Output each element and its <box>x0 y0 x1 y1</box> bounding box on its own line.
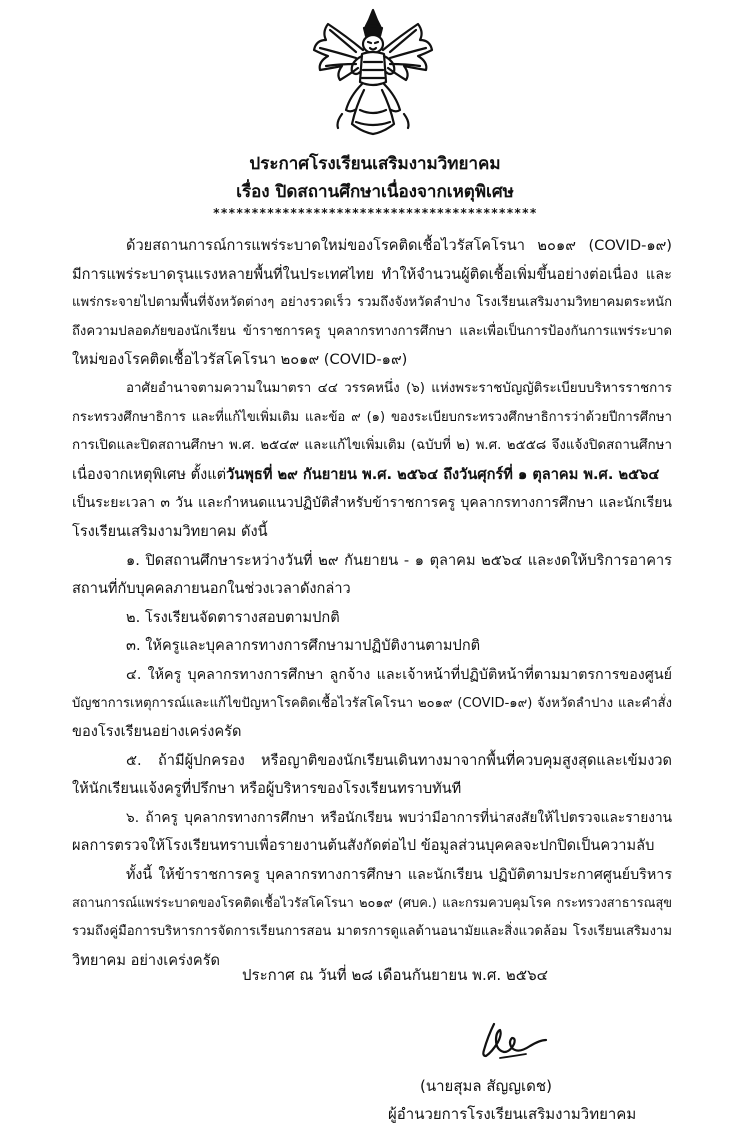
body-line-text: ๖. ถ้าครู บุคลากรทางการศึกษา หรือนักเรียน พบว่ามีอาการที่น่าสงสัยให้ไปตรวจและรายงาน <box>126 809 672 826</box>
garuda-emblem-icon <box>306 6 440 142</box>
body-line-text: แพร่กระจายไปตามพื้นที่จังหวัดต่างๆ อย่างรวดเร็ว รวมถึงจังหวัดลำปาง โรงเรียนเสริมงามวิทยาคมตระหนัก <box>72 295 672 311</box>
body-line-text: ของโรงเรียนอย่างเคร่งครัด <box>72 723 242 741</box>
body-line <box>72 604 672 633</box>
body-line-text: ๑. ปิดสถานศึกษาระหว่างวันที่ ๒๙ กันยายน - ๑ ตุลาคม ๒๕๖๔ และงดให้บริการอาคาร <box>126 551 672 569</box>
body-line-text: มีการแพร่ระบาดรุนแรงหลายพื้นที่ในประเทศไทย ทำให้จำนวนผู้ติดเชื้อเพิ่มขึ้นอย่างต่อเนื่อง และ <box>72 265 672 283</box>
body-line-text: ๔. ให้ครู บุคลากรทางการศึกษา ลูกจ้าง และเจ้าหน้าที่ปฏิบัติหน้าที่ตามมาตรการของศูนย์ <box>126 666 672 683</box>
body-line-text: ด้วยสถานการณ์การแพร่ระบาดใหม่ของโรคติดเชื้อไวรัสโคโรนา ๒๐๑๙ (COVID-๑๙) <box>126 237 672 254</box>
body-line <box>72 375 672 404</box>
body-line <box>72 404 672 433</box>
body-line <box>72 690 672 719</box>
body-line-text: สถานที่กับบุคคลภายนอกในช่วงเวลาดังกล่าว <box>72 580 351 598</box>
body-line-text: ถึงความปลอดภัยของนักเรียน ข้าราชการครู บุคลากรทางการศึกษา และเพื่อเป็นการป้องกันการแพร่ระบาด <box>72 323 672 339</box>
body-line-text: การเปิดและปิดสถานศึกษา พ.ศ. ๒๕๔๙ และแก้ไขเพิ่มเติม (ฉบับที่ ๒) พ.ศ. ๒๕๕๘ จึงแจ้งปิดสถานศึกษา <box>72 438 672 454</box>
signer-position: ผู้อำนวยการโรงเรียนเสริมงามวิทยาคม <box>388 1105 637 1123</box>
title-divider: ****************************************** <box>212 206 538 220</box>
handwritten-signature-icon <box>470 1016 550 1066</box>
document-title: ประกาศโรงเรียนเสริมงามวิทยาคม <box>249 154 501 174</box>
body-line-text: สถานการณ์แพร่ระบาดของโรคติดเชื้อไวรัสโคโรนา ๒๐๑๙ (ศบค.) และกรมควบคุมโรค กระทรวงสาธารณสุข <box>72 895 672 911</box>
body-line <box>72 775 672 804</box>
body-line-text: ใหม่ของโรคติดเชื้อไวรัสโคโรนา ๒๐๑๙ (COVID-๑๙) <box>72 351 408 369</box>
body-line <box>72 575 672 604</box>
document-subject: เรื่อง ปิดสถานศึกษาเนื่องจากเหตุพิเศษ <box>236 182 514 202</box>
body-line <box>72 318 672 347</box>
closure-dates-bold: วันพุธที่ ๒๙ กันยายน พ.ศ. ๒๕๖๔ ถึงวันศุกร์ที่ ๑ ตุลาคม พ.ศ. ๒๕๖๔ <box>226 465 660 483</box>
body-line-text: ทั้งนี้ ให้ข้าราชการครู บุคลากรทางการศึกษา และนักเรียน ปฏิบัติตามประกาศศูนย์บริหาร <box>126 867 672 884</box>
body-line-text: ๕. ถ้ามีผู้ปกครอง หรือญาติของนักเรียนเดินทางมาจากพื้นที่ควบคุมสูงสุดและเข้มงวด <box>126 751 672 769</box>
body-line-text: ๒. โรงเรียนจัดตารางสอบตามปกติ <box>126 608 340 626</box>
body-line <box>72 547 672 576</box>
body-line-text: เนื่องจากเหตุพิเศษ ตั้งแต่ <box>72 465 227 483</box>
announcement-body <box>72 232 672 975</box>
body-line <box>72 232 672 261</box>
signer-name: (นายสุมล สัญญเดช) <box>420 1077 552 1095</box>
body-line <box>72 832 672 861</box>
body-line <box>72 661 672 690</box>
body-line <box>72 918 672 947</box>
body-line <box>72 632 672 661</box>
announcement-date: ประกาศ ณ วันที่ ๒๘ เดือนกันยายน พ.ศ. ๒๕๖๔ <box>242 966 548 984</box>
body-line-text: รวมถึงคู่มือการบริหารการจัดการเรียนการสอน มาตรการดูแลด้านอนามัยและสิ่งแวดล้อม โรงเรียนเสริมงาม <box>72 924 672 940</box>
body-line <box>72 718 672 747</box>
body-line-text: เป็นระยะเวลา ๓ วัน และกำหนดแนวปฏิบัติสำหรับข้าราชการครู บุคลากรทางการศึกษา และนักเรียน <box>72 495 672 512</box>
body-line-text: วิทยาคม อย่างเคร่งครัด <box>72 951 221 969</box>
body-line <box>72 861 672 890</box>
body-line <box>72 346 672 375</box>
body-line <box>72 461 672 490</box>
body-line-text: โรงเรียนเสริมงามวิทยาคม ดังนี้ <box>72 522 268 540</box>
body-line <box>72 890 672 919</box>
body-line-text: บัญชาการเหตุการณ์และแก้ไขปัญหาโรคติดเชื้อไวรัสโคโรนา ๒๐๑๙ (COVID-๑๙) จังหวัดลำปาง และคำสั่ง <box>72 695 672 711</box>
body-line <box>72 747 672 776</box>
body-line-text: ผลการตรวจให้โรงเรียนทราบเพื่อรายงานต้นสังกัดต่อไป ข้อมูลส่วนบุคคลจะปกปิดเป็นความลับ <box>72 837 655 855</box>
body-line-text: ๓. ให้ครูและบุคลากรทางการศึกษามาปฏิบัติงานตามปกติ <box>126 637 481 655</box>
body-line <box>72 289 672 318</box>
body-line-text: อาศัยอำนาจตามความในมาตรา ๔๔ วรรคหนึ่ง (๖) แห่งพระราชบัญญัติระเบียบบริหารราชการ <box>126 380 672 396</box>
body-line <box>72 489 672 518</box>
body-line <box>72 518 672 547</box>
body-line-text: ให้นักเรียนแจ้งครูที่ปรึกษา หรือผู้บริหารของโรงเรียนทราบทันที <box>72 780 462 798</box>
body-line <box>72 804 672 833</box>
body-line <box>72 432 672 461</box>
body-line-text: กระทรวงศึกษาธิการ และที่แก้ไขเพิ่มเติม และข้อ ๙ (๑) ของระเบียบกระทรวงศึกษาธิการว่าด้วยปีการศึกษา <box>72 409 672 425</box>
body-line <box>72 261 672 290</box>
